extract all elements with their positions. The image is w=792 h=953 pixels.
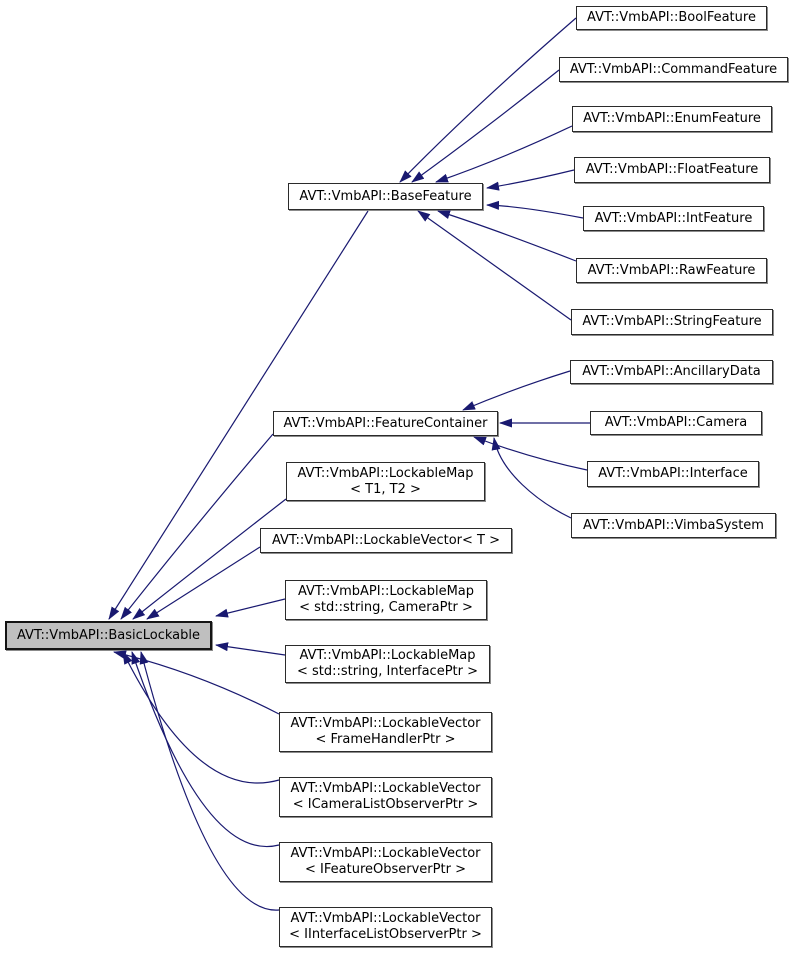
class-node-enumfeature[interactable] [572,106,772,132]
class-node-label: AVT::VmbAPI::LockableVector< T > [271,532,501,548]
class-node-label: < T1, T2 > [350,481,421,497]
class-node-label: AVT::VmbAPI::BasicLockable [16,627,201,643]
class-node-label: AVT::VmbAPI::Camera [604,415,748,430]
inheritance-edge-ancillarydata-to-featurecontainer [463,371,570,410]
class-node-label: AVT::VmbAPI::LockableMap [297,465,474,481]
class-node-label: AVT::VmbAPI::RawFeature [587,262,756,278]
class-node-label: AVT::VmbAPI::CommandFeature [569,61,778,77]
inheritance-edge-commandfeature-to-basefeature [412,70,559,182]
class-node-lockablemap-string-cameraptr[interactable] [285,580,487,620]
class-node-stringfeature[interactable] [571,309,773,335]
inheritance-edge-interface-to-featurecontainer [474,437,587,470]
class-node-vimbasystem[interactable] [571,513,776,538]
class-node-label: < std::string, CameraPtr > [299,600,473,615]
inheritance-edge-lockablemap-string-interfaceptr-to-basiclockable [216,645,285,655]
class-node-label: AVT::VmbAPI::EnumFeature [583,111,761,126]
class-node-lockablevector-framehandlerptr[interactable] [279,712,492,752]
class-node-label: < IInterfaceListObserverPtr > [289,927,482,942]
class-node-label: AVT::VmbAPI::LockableMap [299,648,476,663]
class-node-camera[interactable] [590,411,762,435]
class-node-label: AVT::VmbAPI::StringFeature [582,314,762,329]
class-node-lockablevector-t[interactable] [260,528,512,553]
inheritance-edge-featurecontainer-to-basiclockable [121,434,273,619]
class-node-label: < ICameraListObserverPtr > [292,797,479,812]
inheritance-edge-boolfeature-to-basefeature [400,18,576,182]
inheritance-edge-lockablevector-icameralistobserverptr-to-basiclockable [123,652,279,783]
inheritance-edge-lockablemap-t1-t2-to-basiclockable [133,499,286,619]
class-node-basefeature[interactable] [288,183,483,210]
class-node-featurecontainer[interactable] [273,411,498,436]
class-node-boolfeature[interactable] [576,6,767,30]
class-node-floatfeature[interactable] [574,157,770,183]
class-node-lockablevector-iinterfacelistobserverptr[interactable] [279,907,492,947]
class-node-label: AVT::VmbAPI::Interface [598,466,748,481]
class-node-commandfeature[interactable] [559,57,788,82]
class-node-label: AVT::VmbAPI::LockableVector [290,846,481,861]
class-node-label: AVT::VmbAPI::LockableVector [290,911,481,926]
inheritance-edge-intfeature-to-basefeature [487,205,583,218]
class-node-label: AVT::VmbAPI::FloatFeature [585,162,759,177]
inheritance-edge-floatfeature-to-basefeature [487,170,574,188]
inheritance-edge-lockablevector-t-to-basiclockable [147,547,260,619]
class-node-basiclockable[interactable] [5,621,212,650]
inheritance-edge-enumfeature-to-basefeature [436,126,572,182]
inheritance-edge-lockablemap-string-cameraptr-to-basiclockable [216,599,285,616]
class-node-label: AVT::VmbAPI::AncillaryData [582,364,761,379]
class-node-label: AVT::VmbAPI::BoolFeature [587,10,756,25]
class-node-lockablevector-ifeatureobserverptr[interactable] [279,842,492,882]
class-node-lockablemap-string-interfaceptr[interactable] [285,645,490,683]
class-node-label: AVT::VmbAPI::LockableVector [290,716,481,731]
class-node-intfeature[interactable] [583,206,764,231]
class-node-label: AVT::VmbAPI::LockableVector [290,781,481,796]
class-node-lockablemap-t1-t2[interactable] [286,462,485,501]
class-node-ancillarydata[interactable] [570,360,773,384]
class-node-label: AVT::VmbAPI::FeatureContainer [283,415,488,431]
inheritance-edge-lockablevector-iinterfacelistobserverptr-to-basiclockable [141,652,279,910]
inheritance-edge-rawfeature-to-basefeature [438,211,576,261]
inheritance-edge-lockablevector-framehandlerptr-to-basiclockable [114,652,279,714]
class-node-rawfeature[interactable] [576,258,767,283]
class-node-label: < IFeatureObserverPtr > [305,862,466,877]
inheritance-edge-vimbasystem-to-featurecontainer [494,438,571,518]
class-node-label: AVT::VmbAPI::VimbaSystem [583,517,764,533]
class-node-interface[interactable] [587,461,759,487]
class-node-label: < FrameHandlerPtr > [315,732,456,747]
class-node-lockablevector-icameralistobserverptr[interactable] [279,777,492,817]
inheritance-edge-stringfeature-to-basefeature [418,211,571,320]
class-node-label: < std::string, InterfacePtr > [297,664,478,679]
inheritance-edge-lockablevector-ifeatureobserverptr-to-basiclockable [132,652,279,847]
class-node-label: AVT::VmbAPI::BaseFeature [299,188,472,204]
class-node-label: AVT::VmbAPI::IntFeature [594,210,753,226]
class-node-label: AVT::VmbAPI::LockableMap [297,584,475,599]
